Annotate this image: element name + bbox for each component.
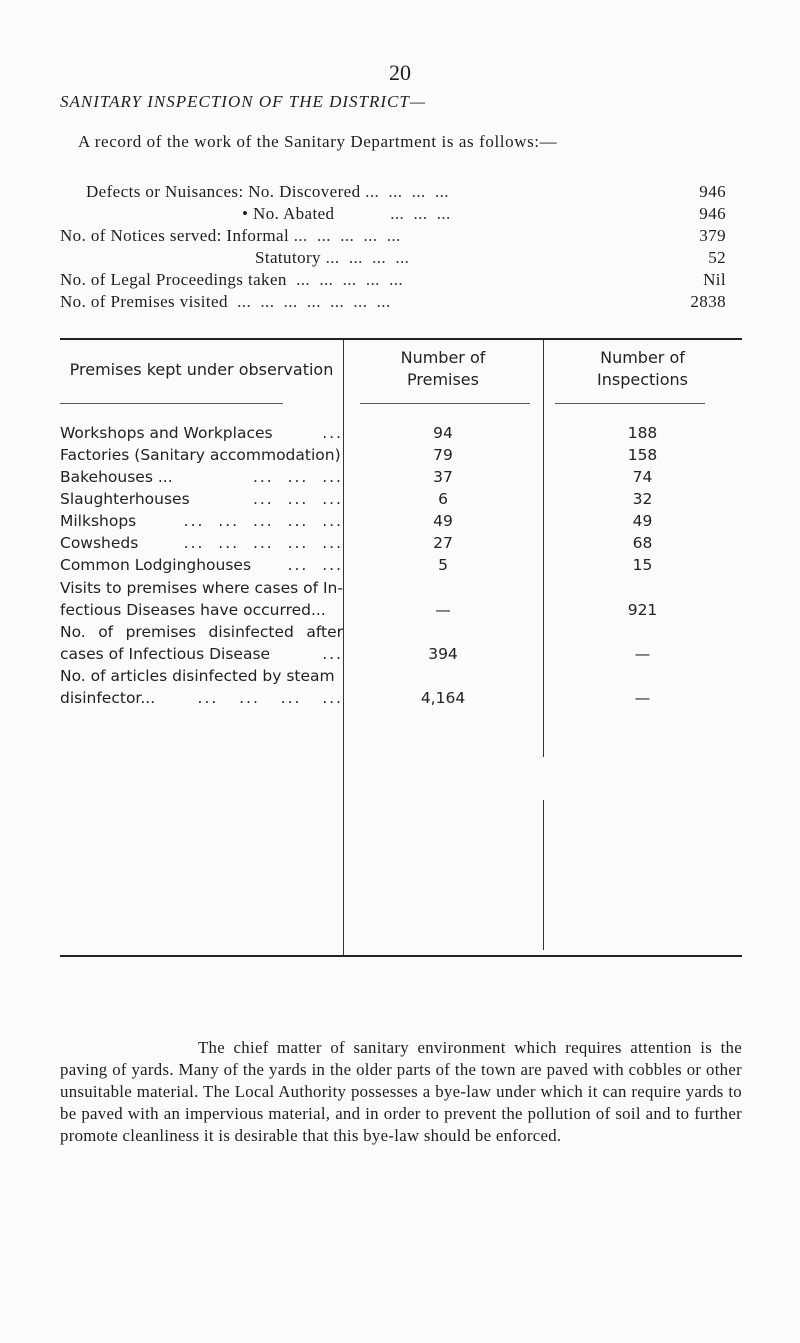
premises-count: 6 xyxy=(438,490,448,508)
summary-value: 946 xyxy=(699,204,726,223)
table-row xyxy=(60,577,742,621)
row-label-line: disinfector... xyxy=(60,689,156,707)
row-label: Slaughterhouses xyxy=(60,490,190,508)
summary-row xyxy=(60,225,726,247)
row-label-cell xyxy=(60,532,343,554)
row-label-line: No. of premises disinfected after xyxy=(60,623,343,641)
leader-dots: ... ... ... ... ... ... ... xyxy=(227,292,391,311)
section-heading: SANITARY INSPECTION OF THE DISTRICT— xyxy=(60,92,426,111)
inspections-count: 32 xyxy=(632,490,653,508)
leader-dots: ... ... ... xyxy=(334,204,451,223)
summary-value: 946 xyxy=(699,182,726,201)
column-divider xyxy=(543,800,544,950)
table-row xyxy=(60,665,742,709)
premises-count: 79 xyxy=(433,446,453,464)
row-label-line: Visits to premises where cases of In- xyxy=(60,579,343,597)
row-label-cell xyxy=(60,643,343,665)
summary-row xyxy=(60,269,726,291)
header-rule xyxy=(60,403,283,404)
header-rule xyxy=(360,403,530,404)
intro-text: A record of the work of the Sanitary Department is as follows:— xyxy=(78,132,558,151)
table-row xyxy=(60,554,742,576)
row-label-cell xyxy=(60,554,343,576)
premises-count: 37 xyxy=(433,468,453,486)
column-header-number-premises xyxy=(343,347,543,391)
summary-row xyxy=(255,247,726,269)
premises-count: 5 xyxy=(438,556,448,574)
row-label: Common Lodginghouses xyxy=(60,556,252,574)
header-line: Number of xyxy=(400,348,486,367)
inspections-count: 68 xyxy=(632,534,653,552)
premises-count: 94 xyxy=(433,424,453,442)
table-row xyxy=(60,510,742,532)
leader-dots: ... xyxy=(322,424,343,442)
inspections-count: — xyxy=(634,645,651,663)
row-label-cell xyxy=(60,422,343,444)
leader-dots: ... ... ... ... ... xyxy=(183,534,343,552)
table-row xyxy=(60,444,742,466)
table-row xyxy=(60,422,742,444)
leader-dots: ... ... ... ... ... xyxy=(183,512,343,530)
inspections-count: 158 xyxy=(627,446,658,464)
summary-value: 379 xyxy=(699,226,726,245)
inspections-count: 74 xyxy=(632,468,653,486)
summary-label: Statutory xyxy=(255,248,321,267)
table-bottom-rule xyxy=(60,955,742,957)
inspections-count: 15 xyxy=(632,556,653,574)
summary-row xyxy=(86,181,726,203)
column-header-number-inspections xyxy=(543,347,742,391)
inspections-count: 49 xyxy=(632,512,653,530)
table-top-rule xyxy=(60,338,742,340)
summary-label: No. of Premises visited xyxy=(60,292,228,311)
summary-label: No. of Notices served: Informal xyxy=(60,226,290,245)
bullet-mark: • xyxy=(242,204,254,223)
row-label: Cowsheds xyxy=(60,534,139,552)
row-label-line: fectious Diseases have occurred... xyxy=(60,601,326,619)
premises-count: 4,164 xyxy=(420,689,466,707)
table-row xyxy=(60,488,742,510)
premises-count: — xyxy=(435,601,451,619)
leader-dots: ... ... ... ... xyxy=(197,689,343,707)
row-label: Bakehouses ... xyxy=(60,468,173,486)
header-rule xyxy=(555,403,705,404)
leader-dots: ... ... ... ... ... xyxy=(289,226,401,245)
paving-paragraph xyxy=(60,1037,742,1147)
row-label-cell xyxy=(60,510,343,532)
header-line: Number of xyxy=(600,348,685,367)
leader-dots: ... ... ... ... ... xyxy=(286,270,404,289)
premises-count: 394 xyxy=(428,645,458,663)
summary-label: No. Abated xyxy=(253,204,335,223)
row-label-cell xyxy=(60,687,343,709)
summary-value: Nil xyxy=(703,270,726,289)
leader-dots: ... ... ... ... xyxy=(320,248,410,267)
column-header-premises: Premises kept under observation xyxy=(69,360,334,379)
table-row xyxy=(60,466,742,488)
leader-dots: ... xyxy=(322,645,343,663)
row-label: Workshops and Workplaces xyxy=(60,424,273,442)
table-row xyxy=(60,621,742,665)
premises-count: 27 xyxy=(433,534,453,552)
premises-count: 49 xyxy=(433,512,453,530)
table-row xyxy=(60,532,742,554)
inspections-count: — xyxy=(634,689,651,707)
summary-row xyxy=(242,203,726,225)
leader-dots: ... ... ... ... xyxy=(360,182,449,201)
paragraph-text: The chief matter of sanitary environment which requires attention is the paving of yards. Many of the yards in the older parts of the town are paved with cobbles or other unsuitable material. The Local Authority possesses a bye-law under which it can require yards to be paved with an impervious material, and in order to prevent the pollution of soil and to further promote cleanliness it is desirable that this bye-law should be enforced. xyxy=(60,1038,742,1145)
inspections-count: 921 xyxy=(627,601,658,619)
row-label: Milkshops xyxy=(60,512,137,530)
header-line: Premises xyxy=(407,370,479,389)
inspections-count: 188 xyxy=(627,424,658,442)
row-label-cell xyxy=(60,466,343,488)
row-label-line: No. of articles disinfected by steam xyxy=(60,667,335,685)
summary-label: No. of Legal Proceedings taken xyxy=(60,270,287,289)
leader-dots: ... ... ... xyxy=(252,490,343,508)
summary-value: 2838 xyxy=(690,292,726,311)
row-label: Factories (Sanitary accommodation) xyxy=(60,446,341,464)
leader-dots: ... ... xyxy=(287,556,343,574)
leader-dots: ... ... ... xyxy=(252,468,343,486)
summary-value: 52 xyxy=(708,248,726,267)
summary-label: Defects or Nuisances: No. Discovered xyxy=(86,182,361,201)
summary-row xyxy=(60,291,726,313)
row-label-line: cases of Infectious Disease xyxy=(60,645,271,663)
header-line: Inspections xyxy=(597,370,688,389)
page-number: 20 xyxy=(389,60,411,85)
row-label-cell xyxy=(60,488,343,510)
